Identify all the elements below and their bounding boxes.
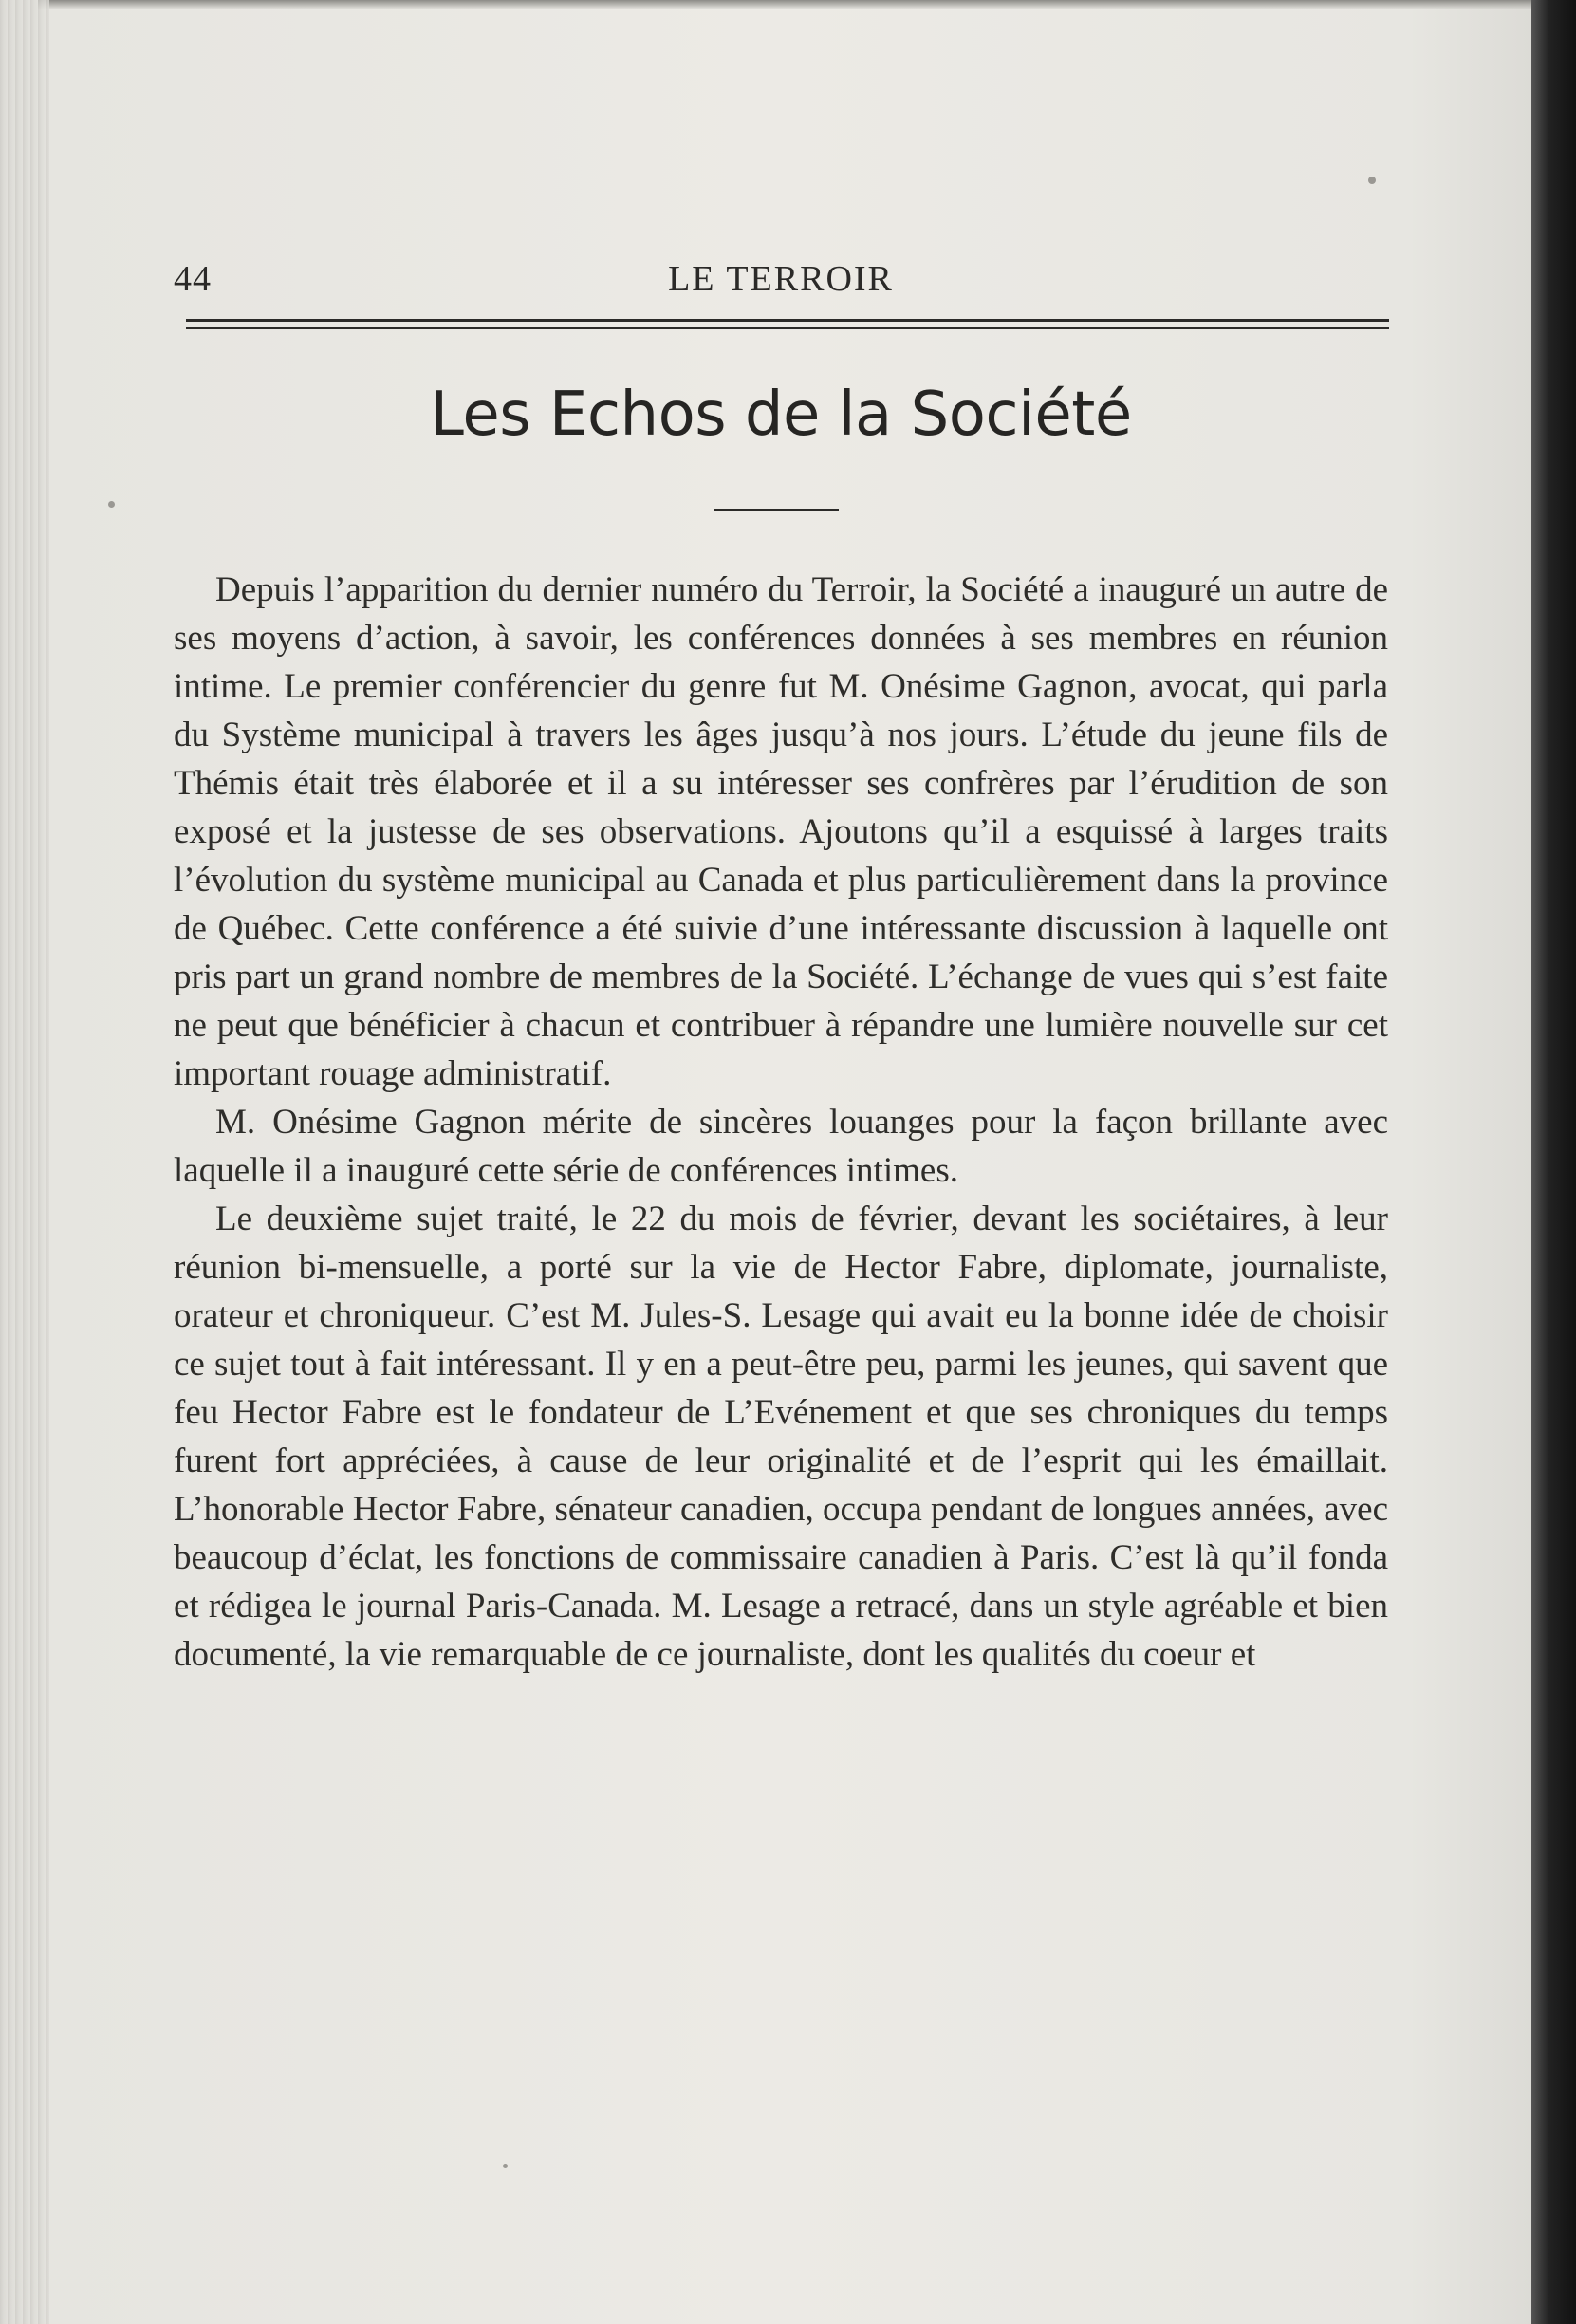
title-divider bbox=[714, 509, 839, 511]
header-rule-thick bbox=[186, 319, 1389, 322]
paragraph: M. Onésime Gagnon mérite de sincères louanges pour la façon brillante avec laquelle il a inauguré cette série de conférences intimes. bbox=[174, 1103, 1388, 1190]
paragraph: Le deuxième sujet traité, le 22 du mois de février, devant les sociétaires, à leur réunion bi-mensuelle, a porté sur la vie de Hector Fabre, diplomate, journaliste, orateur et chroniqueur. C’est M. Jules-S. Lesage qui avait eu la bonne idée de choisir ce sujet tout à fait intéressant. Il y en a peut-être peu, parmi les jeunes, qui savent que feu Hector Fabre est le fondateur de L’Evénement et que ses chroniques du temps furent fort appréciées, à cause de leur originalité et de l’esprit qui les émaillait. L’honorable Hector Fabre, sénateur canadien, occupa pendant de longues années, avec beaucoup d’éclat, les fonctions de commissaire canadien à Paris. C’est là qu’il fonda et rédigea le journal Paris-Canada. M. Lesage a retracé, dans un style agréable et bien documenté, la vie remarquable de ce journaliste, dont les qualités du coeur et bbox=[174, 1199, 1388, 1674]
page-top-edge bbox=[38, 0, 1531, 9]
binding-edge bbox=[0, 0, 49, 2324]
paper-speck bbox=[503, 2164, 508, 2168]
page-gutter-shadow bbox=[1531, 0, 1576, 2324]
article-body bbox=[174, 566, 1388, 1679]
running-header bbox=[174, 251, 1388, 307]
section-title: Les Echos de la Société bbox=[430, 380, 1132, 450]
running-title: LE TERROIR bbox=[668, 259, 894, 299]
paragraph: Depuis l’apparition du dernier numéro du Terroir, la Société a inauguré un autre de ses moyens d’action, à savoir, les conférences données à ses membres en réunion intime. Le premier conférencier du genre fut M. Onésime Gagnon, avocat, qui parla du Système municipal à travers les âges jusqu’à nos jours. L’étude du jeune fils de Thémis était très élaborée et il a su intéresser ses confrères par l’érudition de son exposé et la justesse de ses observations. Ajoutons qu’il a esquissé à larges traits l’évolution du système municipal au Canada et plus particulièrement dans la province de Québec. Cette conférence a été suivie d’une intéressante discussion à laquelle ont pris part un grand nombre de membres de la Société. L’échange de vues qui s’est faite ne peut que bénéficier à chacun et contribuer à répandre une lumière nouvelle sur cet important rouage administratif. bbox=[174, 570, 1388, 1093]
header-rule-thin bbox=[186, 327, 1389, 329]
paper-speck bbox=[108, 501, 115, 508]
paper-speck bbox=[1368, 177, 1376, 184]
page-number: 44 bbox=[174, 259, 212, 299]
